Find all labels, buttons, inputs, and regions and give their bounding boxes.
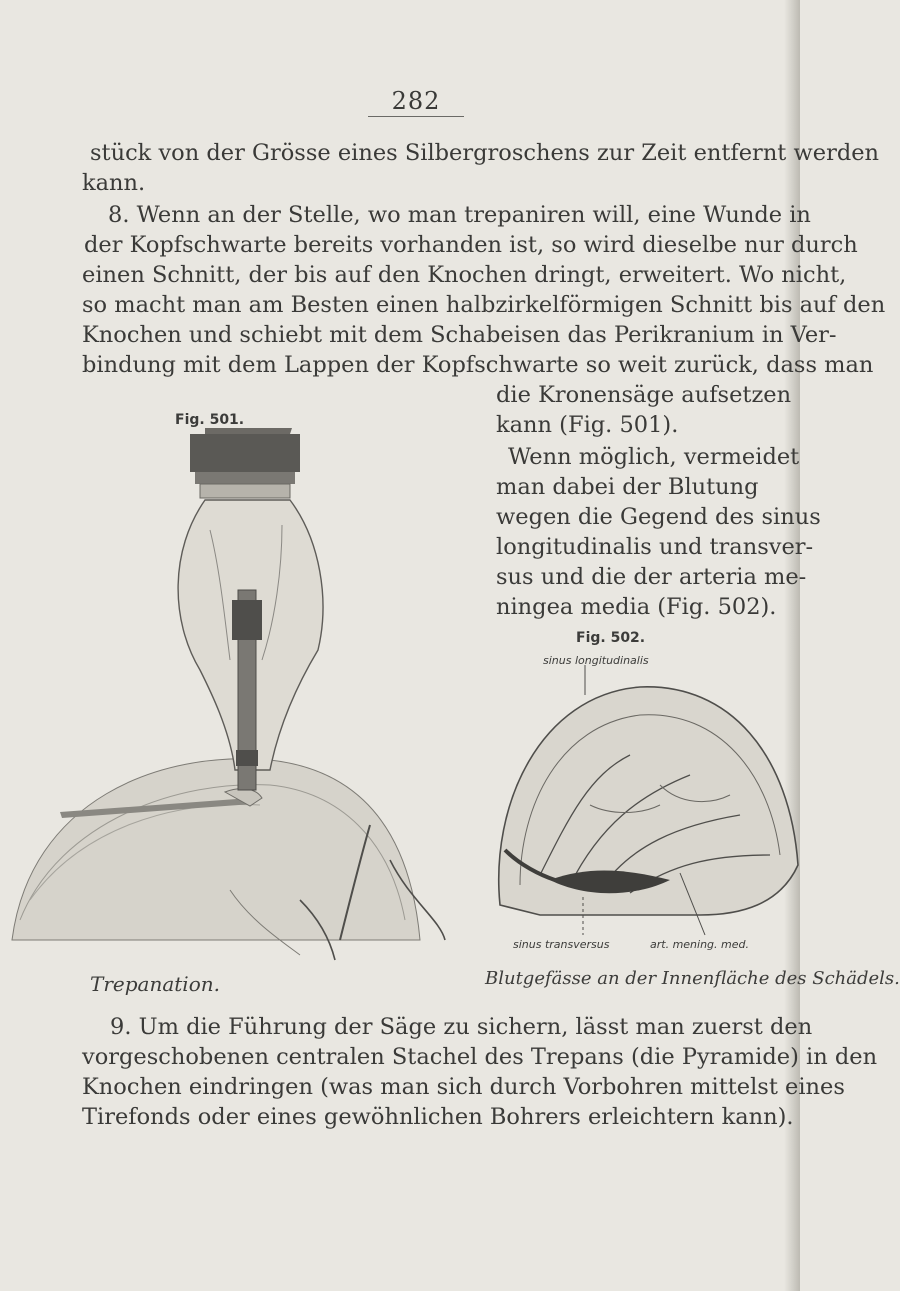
figure-502-bottom-label-right: art. mening. med. [650,938,749,951]
body-line: Tirefonds oder eines gewöhnlichen Bohrers erleichtern kann). [82,1104,794,1130]
body-line: kann (Fig. 501). [496,412,679,438]
page-number: 282 [368,86,464,117]
body-line: vorgeschobenen centralen Stachel des Trepans (die Pyramide) in den [82,1044,878,1070]
body-line: ningea media (Fig. 502). [496,594,777,620]
figure-501-illustration [0,420,480,980]
figure-501-label: Fig. 501. [175,412,245,428]
body-line: der Kopfschwarte bereits vorhanden ist, so wird dieselbe nur durch [84,232,858,258]
body-line: Knochen und schiebt mit dem Schabeisen das Perikranium in Ver- [82,322,837,348]
figure-502-top-label: sinus longitudinalis [543,654,649,667]
body-line: Knochen eindringen (was man sich durch Vorbohren mittelst eines [82,1074,845,1100]
figure-502-bottom-label-left: sinus transversus [513,938,610,951]
body-line: kann. [82,170,146,196]
figure-502-caption: Blutgefässe an der Innenfläche des Schädels. [485,968,900,989]
body-line: wegen die Gegend des sinus [496,504,821,530]
body-line: sus und die der arteria me- [496,564,807,590]
body-line: die Kronensäge aufsetzen [496,382,792,408]
body-line: so macht man am Besten einen halbzirkelförmigen Schnitt bis auf den [82,292,886,318]
body-line: Wenn möglich, vermeidet [508,444,800,470]
figure-501-caption: Trepanation. [90,972,220,996]
figure-502-label: Fig. 502. [576,630,646,646]
body-line: bindung mit dem Lappen der Kopfschwarte so weit zurück, dass man [82,352,874,378]
body-line: longitudinalis und transver- [496,534,814,560]
body-line: einen Schnitt, der bis auf den Knochen dringt, erweitert. Wo nicht, [82,262,847,288]
body-line: 8. Wenn an der Stelle, wo man trepaniren will, eine Wunde in [108,202,811,228]
body-line: 9. Um die Führung der Säge zu sichern, lässt man zuerst den [110,1014,813,1040]
body-line: man dabei der Blutung [496,474,759,500]
body-line: stück von der Grösse eines Silbergroschens zur Zeit entfernt werden [90,140,880,166]
figure-502-illustration [480,665,800,935]
